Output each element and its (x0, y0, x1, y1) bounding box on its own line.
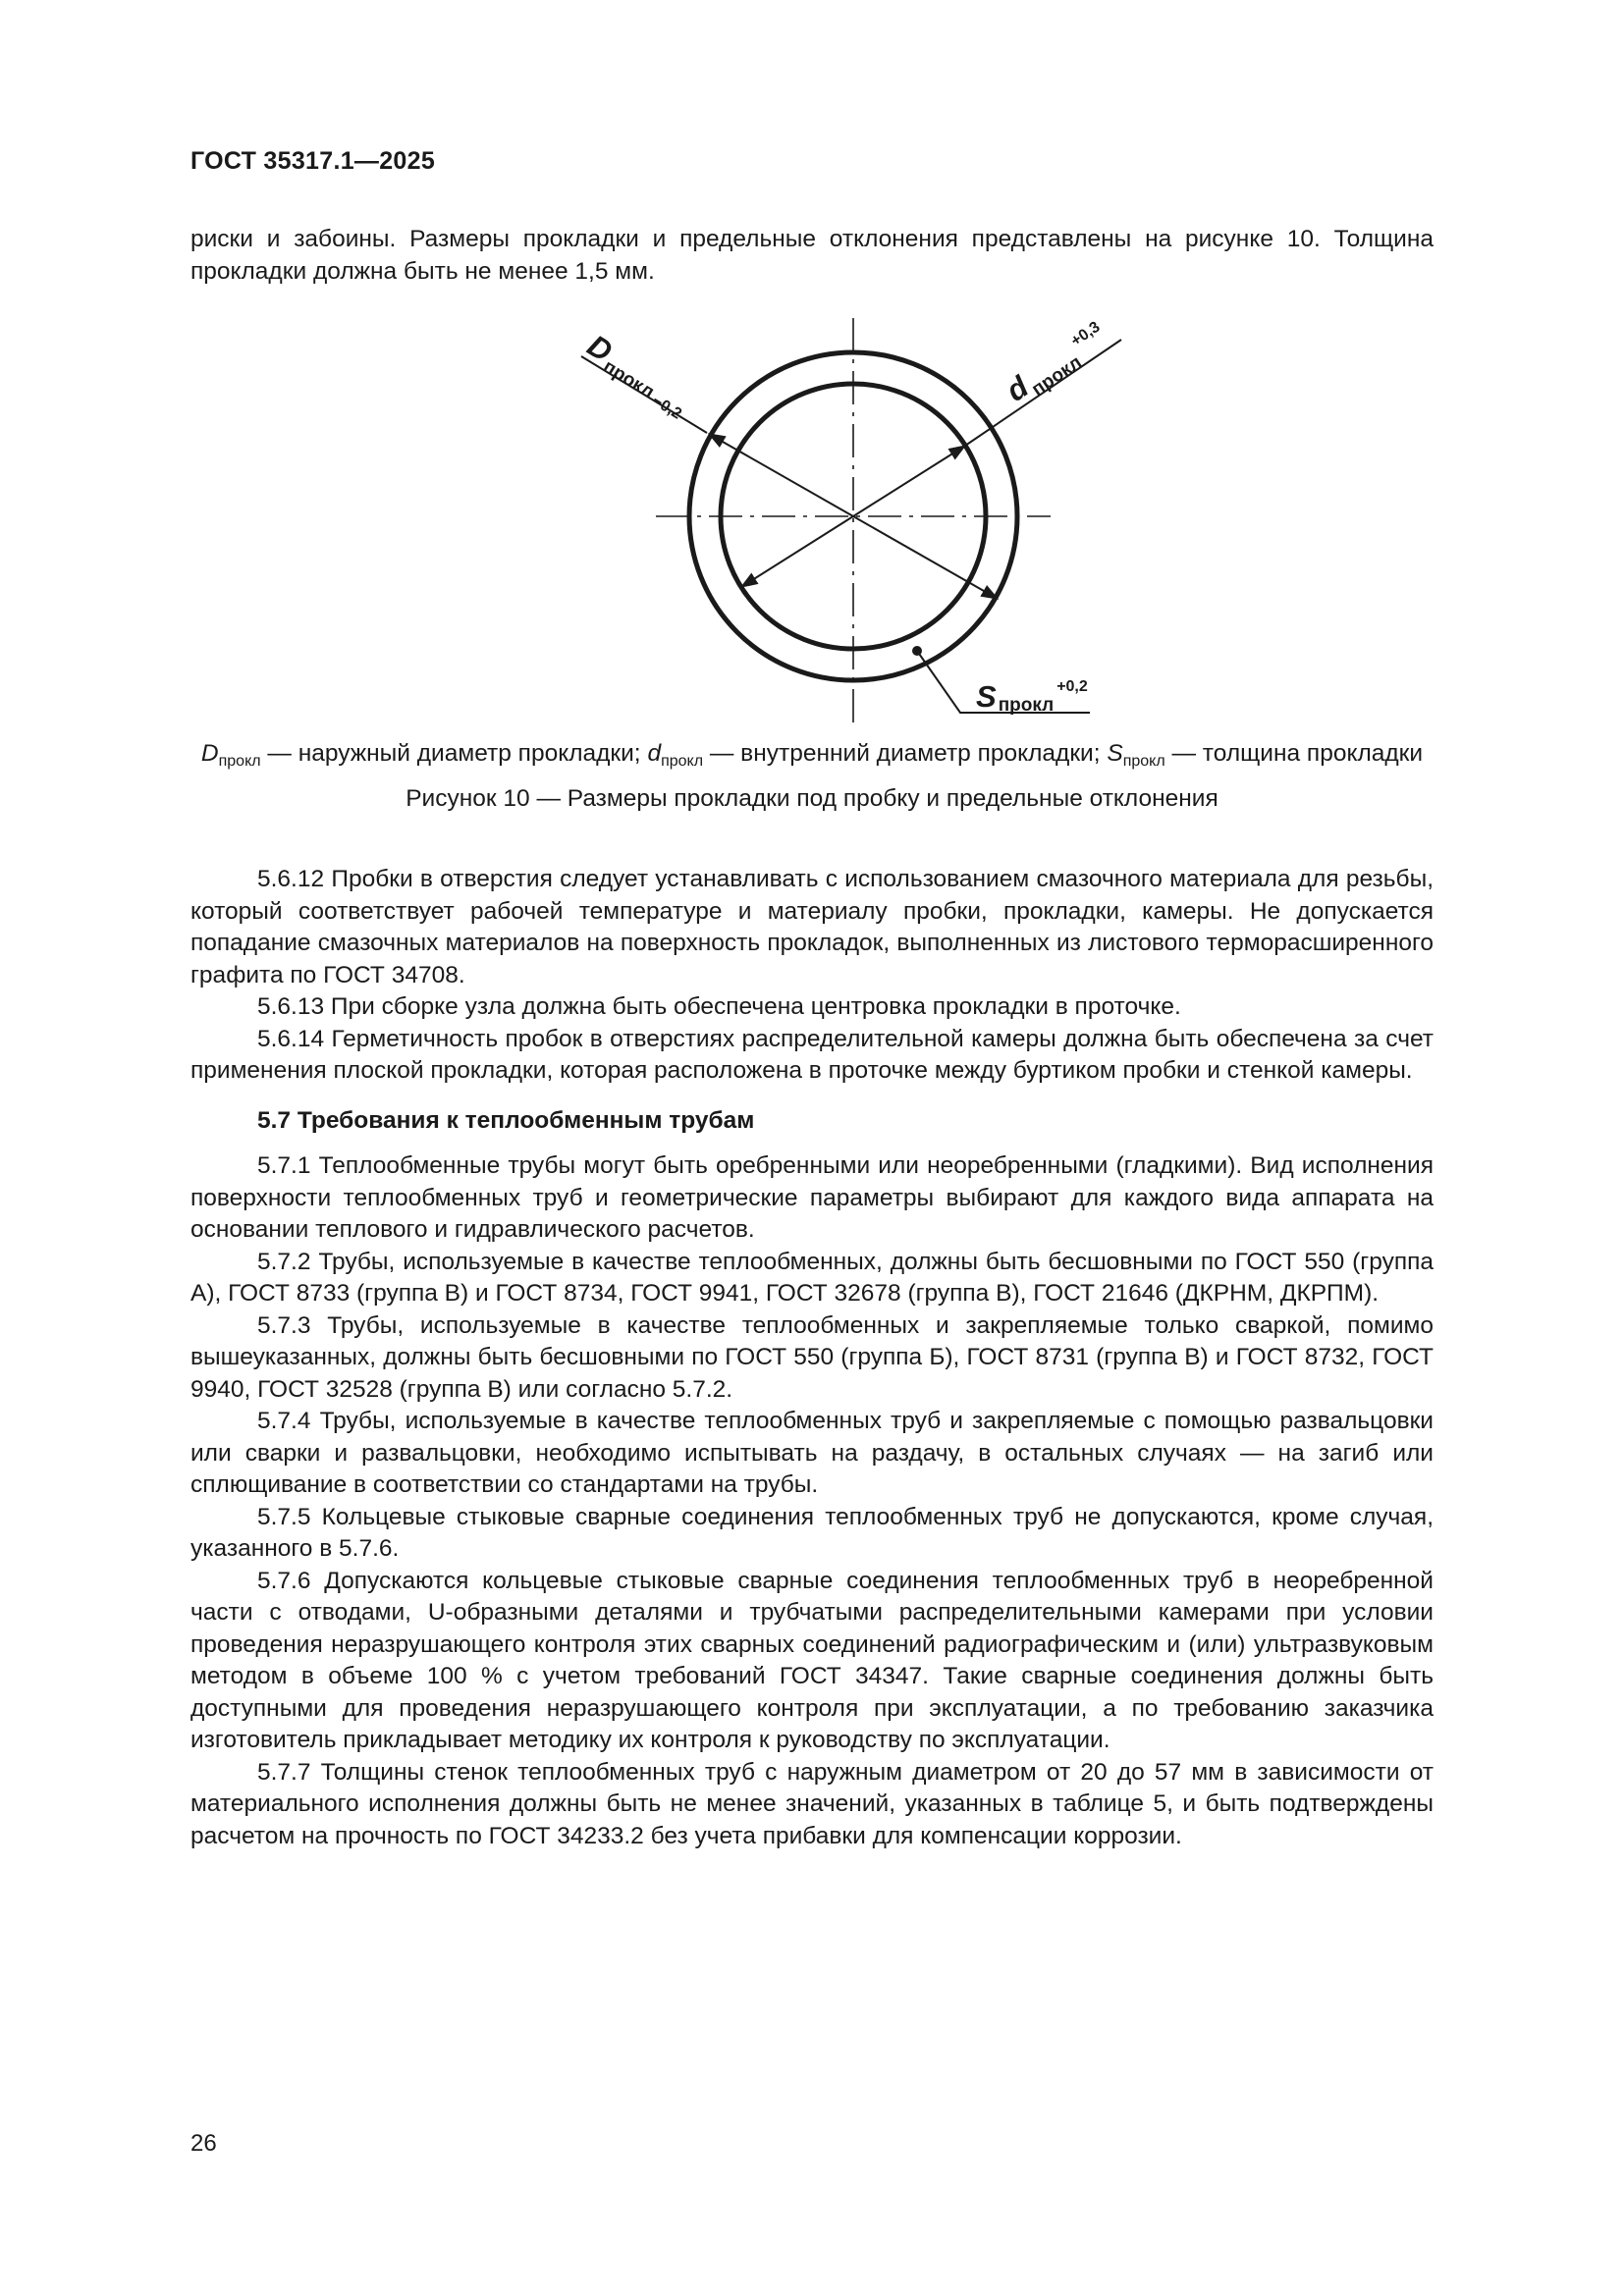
outer-diameter-label (578, 328, 697, 423)
clause-5-7-7: 5.7.7 Толщины стенок теплообменных труб с наружным диаметром от 20 до 57 мм в зависимости от материального исполнения должны быть не менее значений, указанных в таблице 5, и быть подтверждены расчетом на прочность по ГОСТ 34233.2 без учета прибавки для компенсации коррозии. (190, 1758, 1434, 1849)
legend-thickness-subscript: прокл (1122, 753, 1165, 770)
thickness-label (976, 678, 1088, 716)
thickness-tolerance: +0,2 (1056, 678, 1088, 695)
outer-diameter-arrow-start (709, 434, 853, 516)
main-text-block (190, 864, 1434, 1852)
clause-5-7-5: 5.7.5 Кольцевые стыковые сварные соединения теплообменных труб не допускаются, кроме случая, указанного в 5.7.6. (190, 1503, 1434, 1562)
clause-5-7-6: 5.7.6 Допускаются кольцевые стыковые сварные соединения теплообменных труб в неоребренной части с отводами, U-образными деталями и трубчатыми распределительными камерами при условии проведения неразрушающего контроля этих сварных соединений радиографическим и (или) ультразвуковым методом в объеме 100 % с учетом требований ГОСТ 34347. Такие сварные соединения должны быть доступными для проведения неразрушающего контроля при эксплуатации, а по требованию заказчика изготовитель прикладывает методику их контроля к руководству по эксплуатации. (190, 1567, 1434, 1753)
legend-inner-subscript: прокл (661, 753, 704, 770)
inner-diameter-label (1000, 317, 1114, 412)
inner-diameter-arrow-end (741, 516, 853, 587)
intro-paragraph-block (190, 224, 1434, 288)
page-number: 26 (190, 2130, 217, 2157)
legend-outer-subscript: прокл (218, 753, 261, 770)
clause-5-6-14: 5.6.14 Герметичность пробок в отверстиях распределительной камеры должна быть обеспечена за счет применения плоской прокладки, которая расположена в проточке между буртиком пробки и стенкой камеры. (190, 1025, 1434, 1084)
clause-5-7-2: 5.7.2 Трубы, используемые в качестве теплообменных, должны быть бесшовными по ГОСТ 550 (группа А), ГОСТ 8733 (группа В) и ГОСТ 8734, ГОСТ 9941, ГОСТ 32678 (группа В), ГОСТ 21646 (ДКРНМ, ДКРПМ). (190, 1248, 1434, 1307)
thickness-subscript: прокл (998, 695, 1055, 716)
legend-inner-symbol: d (647, 740, 662, 767)
gasket-drawing (0, 314, 1624, 746)
inner-diameter-arrow-start (853, 446, 965, 516)
legend-inner-text: — внутренний диаметр прокладки; (703, 740, 1108, 767)
outer-diameter-subscript: прокл (599, 356, 658, 403)
legend-thickness-text: — толщина прокладки (1164, 740, 1424, 767)
outer-diameter-arrow-end (853, 516, 998, 599)
outer-diameter-symbol: D (581, 328, 619, 369)
clause-5-7-1: 5.7.1 Теплообменные трубы могут быть оребренными или неоребренными (гладкими). Вид исполнения поверхности теплообменных труб и геометрические параметры выбирают для каждого вида аппарата на основании теплового и гидравлического расчетов. (190, 1152, 1434, 1243)
clause-5-7-4: 5.7.4 Трубы, используемые в качестве теплообменных труб и закрепляемые с помощью развальцовки или сварки и развальцовки, необходимо испытывать на раздачу, в остальных случаях — на загиб или сплющивание в соответствии со стандартами на трубы. (190, 1408, 1434, 1498)
clause-5-6-13: 5.6.13 При сборке узла должна быть обеспечена центровка прокладки в проточке. (257, 993, 1181, 1020)
clause-5-7-3: 5.7.3 Трубы, используемые в качестве теплообменных и закрепляемые только сваркой, помимо вышеуказанных, должны быть бесшовными по ГОСТ 550 (группа Б), ГОСТ 8731 (группа В) и ГОСТ 8732, ГОСТ 9940, ГОСТ 32528 (группа В) или согласно 5.7.2. (190, 1311, 1434, 1403)
legend-outer-text: — наружный диаметр прокладки; (260, 740, 648, 767)
figure-caption: Рисунок 10 — Размеры прокладки под пробку и предельные отклонения (406, 785, 1218, 812)
inner-diameter-symbol: d (1000, 369, 1035, 408)
thickness-symbol: S (976, 679, 997, 714)
svg-text:dпрокл+0,3 (1000, 317, 1114, 412)
section-heading-5-7: 5.7 Требования к теплообменным трубам (257, 1106, 755, 1134)
clause-5-6-12: 5.6.12 Пробки в отверстия следует устанавливать с использованием смазочного материала для резьбы, который соответствует рабочей температуре и материалу пробки, прокладки, камеры. Не допускается попадание смазочных материалов на поверхность прокладок, выполненных из листового терморасширенного графита по ГОСТ 34708. (190, 866, 1434, 988)
svg-text:Dпрокл−0,2 (578, 328, 697, 423)
svg-text:Sпрокл+0,2 (976, 678, 1088, 716)
legend-outer-symbol: D (200, 740, 219, 767)
figure-legend (0, 738, 1624, 777)
document-code-header: ГОСТ 35317.1—2025 (190, 147, 436, 175)
outer-diameter-tolerance: −0,2 (649, 392, 684, 423)
inner-diameter-tolerance: +0,3 (1067, 318, 1104, 350)
intro-paragraph: риски и забоины. Размеры прокладки и предельные отклонения представлены на рисунке 10. Толщина прокладки должна быть не менее 1,5 мм. (190, 226, 1434, 285)
legend-thickness-symbol: S (1107, 740, 1123, 767)
inner-diameter-subscript: прокл (1028, 351, 1086, 400)
